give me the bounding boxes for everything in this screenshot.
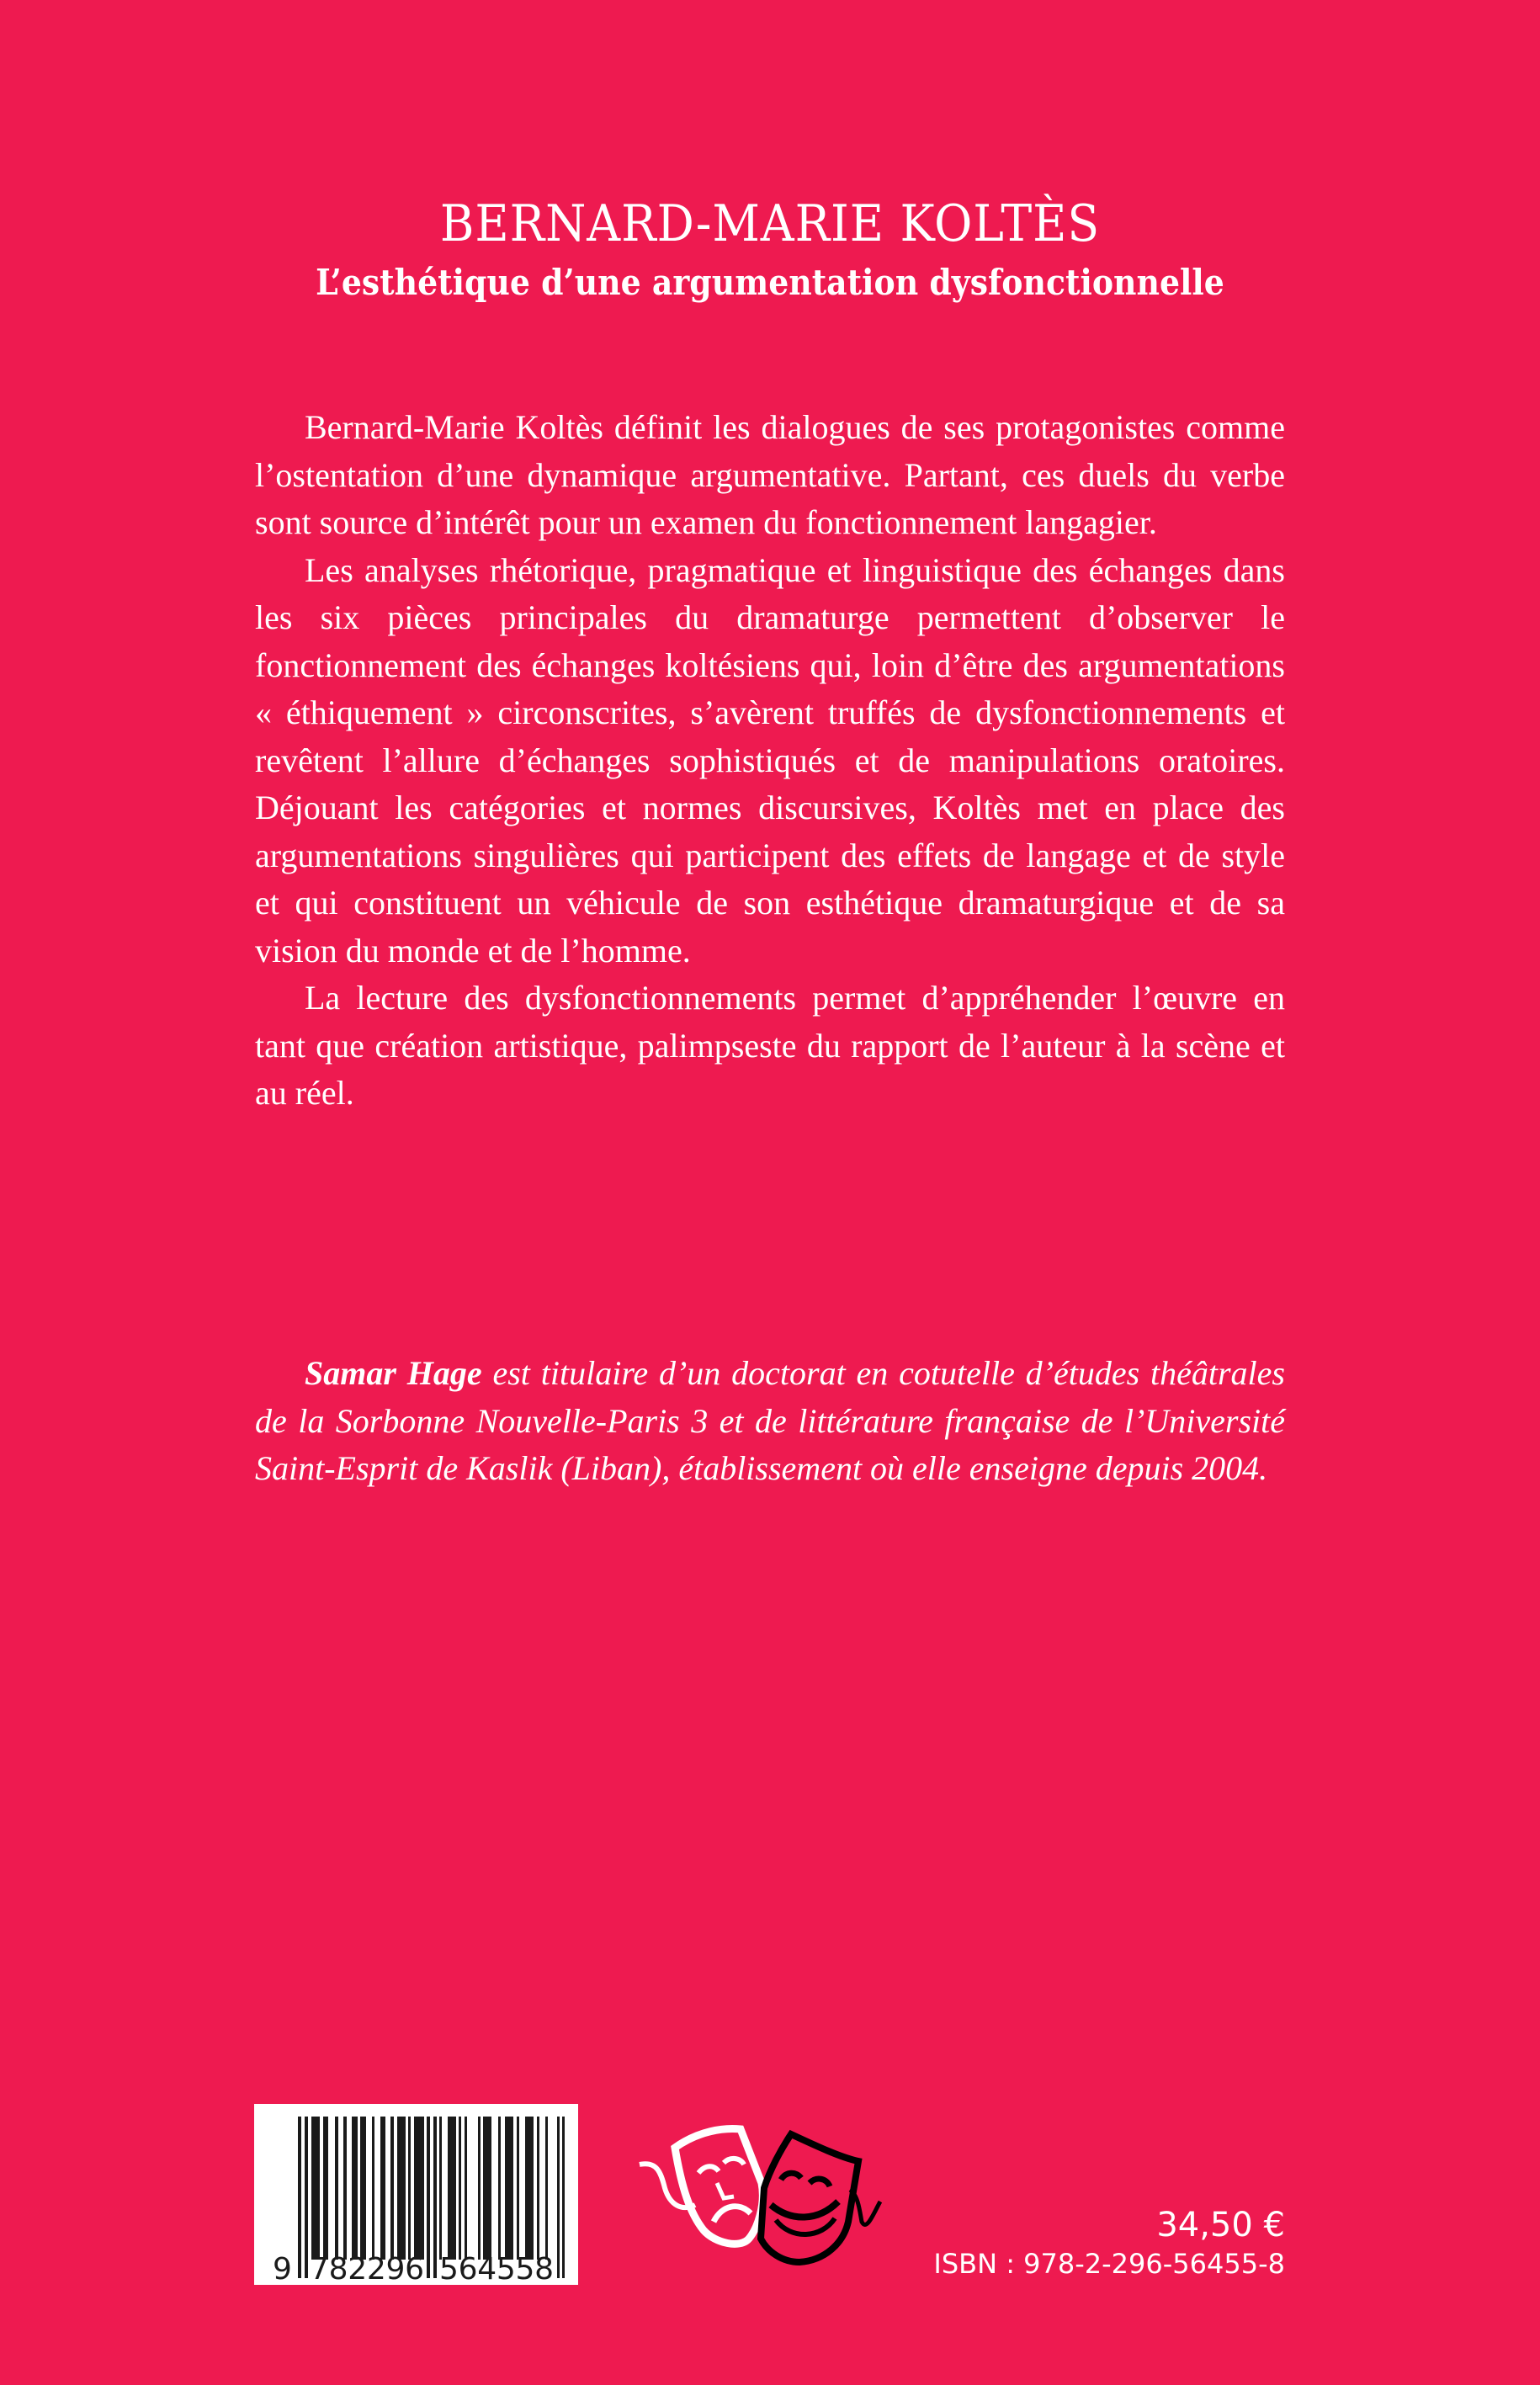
summary-paragraph: La lecture des dysfonctionnements permet d’appréhender l’œuvre en tant que création artistique, palimpseste du rapport de l’auteur à la scène et au réel. (255, 979, 1285, 1112)
isbn: ISBN : 978-2-296-56455-8 (933, 2248, 1285, 2280)
theatre-masks-icon (623, 2096, 900, 2281)
barcode-digits-left: 782296 (310, 2252, 424, 2285)
book-summary (255, 404, 1285, 1118)
barcode-bars-icon (254, 2104, 578, 2285)
summary-paragraph: Les analyses rhétorique, pragmatique et linguistique des échanges dans les six pièces principales du dramaturge permettent d’observer le fonctionnement des échanges koltésiens qui, loin d’être des argumentations « éthiquement » circonscrites, s’avèrent truffés de dysfonctionnements et revêtent l’allure d’échanges sophistiqués et de manipulations oratoires. Déjouant les catégories et normes discursives, Koltès met en place des argumentations singulières qui participent des effets de langage et de style et qui constituent un véhicule de son esthétique dramaturgique et de sa vision du monde et de l’homme. (255, 550, 1285, 969)
book-subtitle: L’esthétique d’une argumentation dysfonctionnelle (316, 262, 1224, 303)
price: 34,50 € (1156, 2206, 1285, 2244)
barcode-digit-first: 9 (273, 2252, 292, 2285)
author-bio-paragraph (255, 1350, 1285, 1493)
author-bio-text: est titulaire d’un doctorat en cotutelle d’études théâtrales de la Sorbonne Nouvelle-Paris 3 et de littérature française de l’Université Saint-Esprit de Kaslik (Liban), établissement où elle enseigne depuis 2004. (255, 1354, 1285, 1487)
barcode-digits-right: 564558 (439, 2252, 554, 2285)
barcode (254, 2104, 578, 2285)
book-title: BERNARD-MARIE KOLTÈS (439, 194, 1101, 253)
summary-paragraph: Bernard-Marie Koltès définit les dialogues de ses protagonistes comme l’ostentation d’une dynamique argumentative. Partant, ces duels du verbe sont source d’intérêt pour un examen du fonctionnement langagier. (255, 408, 1285, 541)
author-name: Samar Hage (305, 1354, 482, 1392)
author-bio (255, 1350, 1285, 1493)
